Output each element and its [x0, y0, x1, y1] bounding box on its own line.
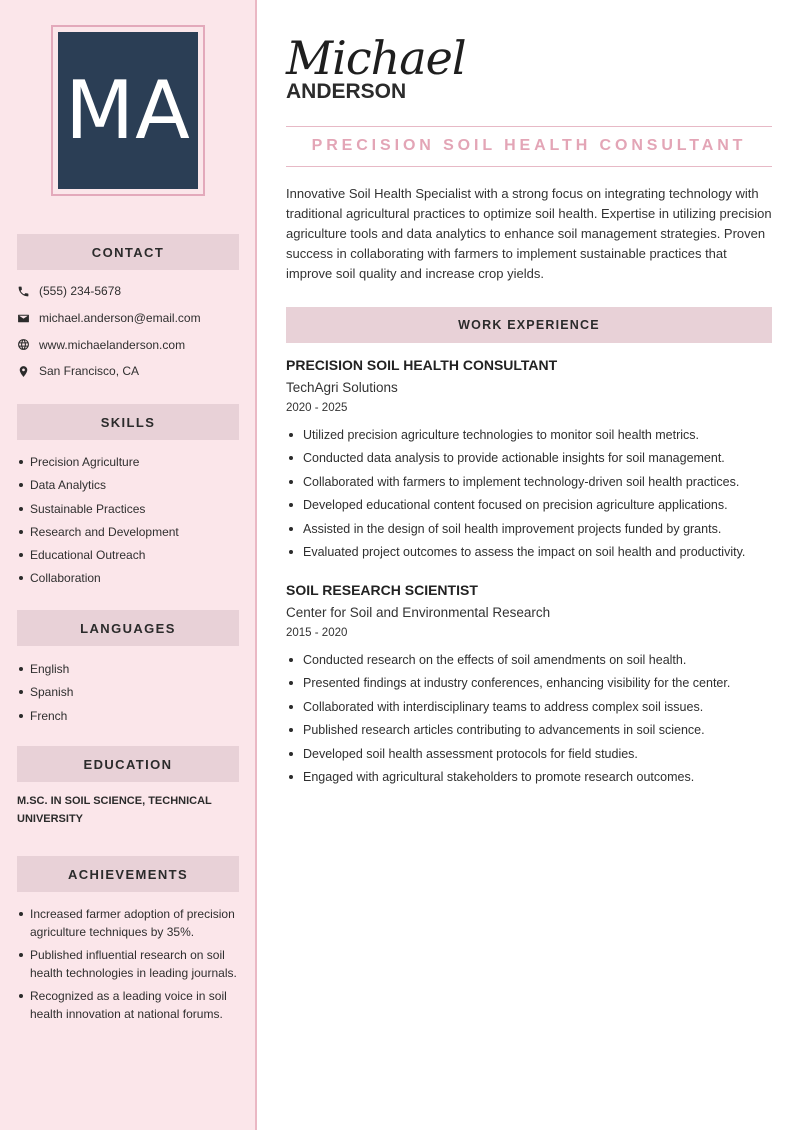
job-bullets — [286, 651, 772, 791]
contact-location — [17, 358, 247, 385]
job-dates: 2020 - 2025 — [286, 402, 348, 414]
monogram-frame — [51, 25, 205, 196]
languages-list — [17, 660, 239, 730]
contact-list — [17, 278, 247, 385]
languages-heading: LANGUAGES — [17, 610, 239, 646]
location-text: San Francisco, CA — [39, 364, 140, 379]
job-bullet: Presented findings at industry conferences, enhancing visibility for the center. — [286, 674, 772, 697]
work-experience-heading: WORK EXPERIENCE — [286, 307, 772, 343]
skill-item: Research and Development — [17, 523, 239, 546]
job-entry — [286, 357, 772, 566]
phone-icon — [17, 285, 30, 298]
job-bullet: Published research articles contributing to advancements in soil science. — [286, 721, 772, 744]
email-icon — [17, 312, 30, 325]
job-company: TechAgri Solutions — [286, 380, 398, 395]
skill-item: Educational Outreach — [17, 546, 239, 569]
contact-heading: CONTACT — [17, 234, 239, 270]
achievement-item: Increased farmer adoption of precision agriculture techniques by 35%. — [17, 905, 239, 941]
globe-icon — [17, 338, 30, 351]
job-role: PRECISION SOIL HEALTH CONSULTANT — [286, 357, 558, 373]
job-role: SOIL RESEARCH SCIENTIST — [286, 582, 478, 598]
job-bullet: Conducted data analysis to provide actionable insights for soil management. — [286, 449, 772, 472]
achievement-item: Published influential research on soil health technologies in leading journals. — [17, 946, 239, 982]
language-item: English — [17, 660, 239, 683]
monogram — [58, 32, 198, 189]
location-pin-icon — [17, 365, 30, 378]
last-name: ANDERSON — [286, 80, 407, 103]
achievements-list — [17, 905, 239, 1028]
monogram-initials: MA — [65, 64, 191, 157]
job-bullet: Evaluated project outcomes to assess the impact on soil health and productivity. — [286, 543, 772, 566]
phone-text: (555) 234-5678 — [39, 284, 122, 299]
first-name: Michael — [286, 31, 466, 85]
job-bullet: Conducted research on the effects of soil amendments on soil health. — [286, 651, 772, 674]
job-bullet: Engaged with agricultural stakeholders to promote research outcomes. — [286, 768, 772, 791]
skills-heading: SKILLS — [17, 404, 239, 440]
skill-item: Data Analytics — [17, 476, 239, 499]
skill-item: Precision Agriculture — [17, 453, 239, 476]
job-bullet: Developed soil health assessment protocols for field studies. — [286, 745, 772, 768]
language-item: Spanish — [17, 683, 239, 706]
summary: Innovative Soil Health Specialist with a strong focus on integrating technology with traditional agricultural practices to optimize soil health. Expertise in utilizing precision agriculture tools and data analytics to enhance soil management strategies. Proven success in collaborating with farmers to implement sustainable practices that improve soil quality and increase crop yields. — [286, 186, 772, 281]
job-bullet: Collaborated with interdisciplinary teams to address complex soil issues. — [286, 698, 772, 721]
job-bullet: Collaborated with farmers to implement technology-driven soil health practices. — [286, 473, 772, 496]
language-item: French — [17, 707, 239, 730]
job-entry — [286, 582, 772, 791]
skill-item: Collaboration — [17, 569, 239, 592]
job-dates: 2015 - 2020 — [286, 627, 348, 639]
contact-website[interactable] — [17, 331, 247, 358]
title-rule-bottom — [286, 166, 772, 167]
skills-list — [17, 453, 239, 593]
job-bullet: Developed educational content focused on precision agriculture applications. — [286, 496, 772, 519]
achievement-item: Recognized as a leading voice in soil health innovation at national forums. — [17, 987, 239, 1023]
email-text[interactable]: michael.anderson@email.com — [39, 311, 201, 326]
achievements-heading: ACHIEVEMENTS — [17, 856, 239, 892]
education-heading: EDUCATION — [17, 746, 239, 782]
website-text[interactable]: www.michaelanderson.com — [39, 337, 186, 352]
job-title: PRECISION SOIL HEALTH CONSULTANT — [311, 137, 747, 154]
title-rule-top — [286, 126, 772, 127]
contact-phone — [17, 278, 247, 305]
sidebar — [0, 0, 257, 1130]
education-degree: M.SC. IN SOIL SCIENCE, TECHNICAL UNIVERSITY — [17, 795, 212, 825]
job-bullet: Assisted in the design of soil health improvement projects funded by grants. — [286, 520, 772, 543]
job-company: Center for Soil and Environmental Research — [286, 605, 551, 620]
skill-item: Sustainable Practices — [17, 500, 239, 523]
job-bullets — [286, 426, 772, 566]
job-bullet: Utilized precision agriculture technologies to monitor soil health metrics. — [286, 426, 772, 449]
contact-email[interactable] — [17, 305, 247, 332]
